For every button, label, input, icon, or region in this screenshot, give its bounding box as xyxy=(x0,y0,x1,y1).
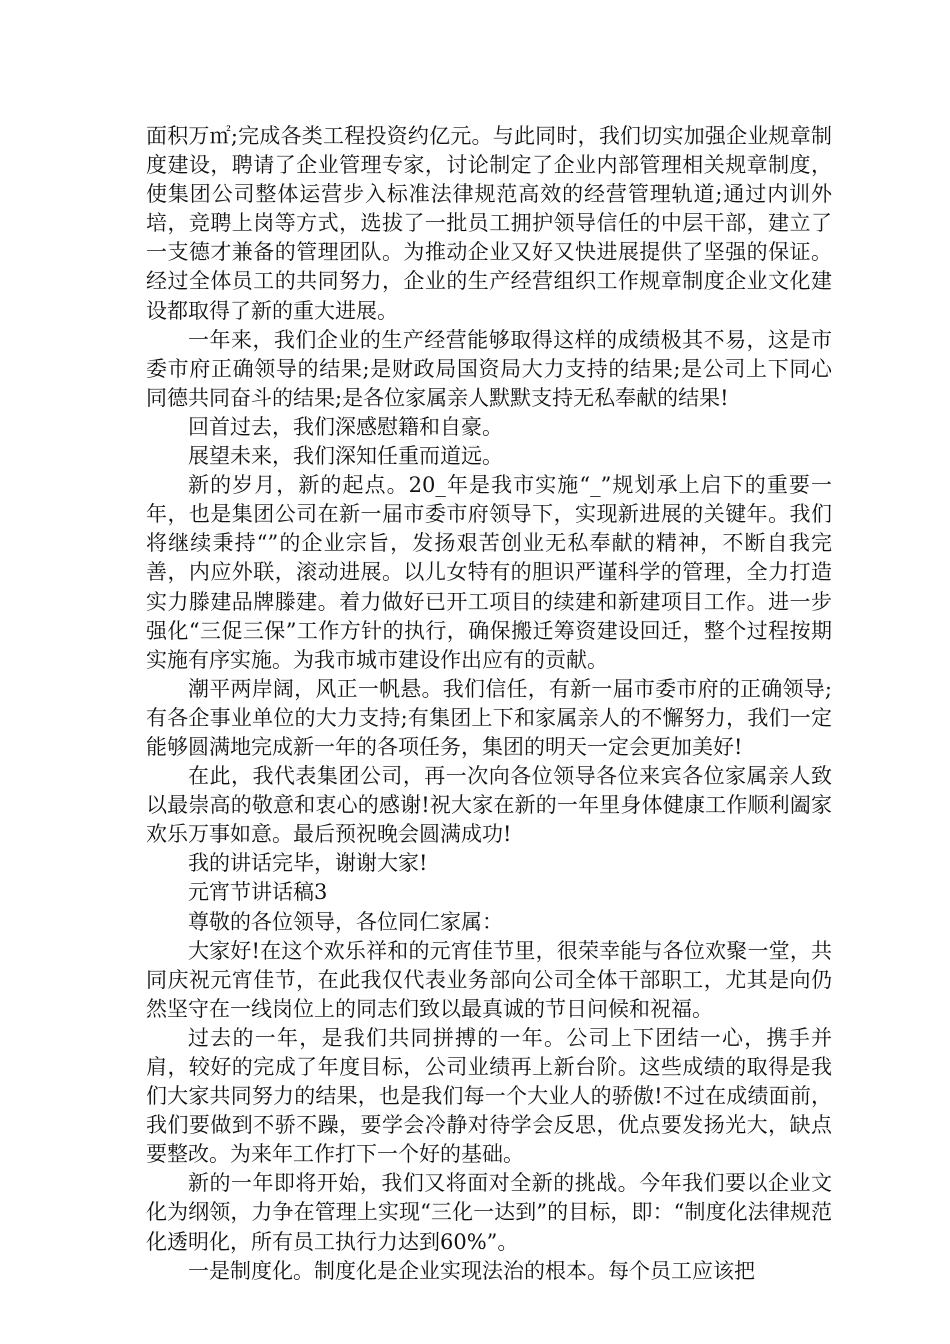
paragraph-13: 新的一年即将开始，我们又将面对全新的挑战。今年我们要以企业文化为纲领，力争在管理上实现“三化一达到”的目标，即：“制度化法律规范化透明化，所有员工执行力达到60%”。 xyxy=(146,1171,832,1254)
paragraph-3: 回首过去，我们深感慰籍和自豪。 xyxy=(188,414,503,439)
paragraph-1: 面积万㎡;完成各类工程投资约亿元。与此同时，我们切实加强企业规章制度建设，聘请了企业管理专家，讨论制定了企业内部管理相关规章制度，使集团公司整体运营步入标准法律规范高效的经营管理轨道;通过内训外培，竞聘上岗等方式，选拔了一批员工拥护领导信任的中层干部，建立了一支德才兼备的管理团队。为推动企业又好又快进展提供了坚强的保证。经过全体员工的共同努力，企业的生产经营组织工作规章制度企业文化建设都取得了新的重大进展。 xyxy=(146,124,832,323)
paragraph-7: 在此，我代表集团公司，再一次向各位领导各位来宾各位家属亲人致以最崇高的敬意和衷心的感谢!祝大家在新的一年里身体健康工作顺利阖家欢乐万事如意。最后预祝晚会圆满成功! xyxy=(146,764,832,847)
paragraph-5: 新的岁月，新的起点。20_年是我市实施“_”规划承上启下的重要一年，也是集团公司在新一届市委市府领导下，实现新进展的关键年。我们将继续秉持“”的企业宗旨，发扬艰苦创业无私奉献的精神，不断自我完善，内应外联，滚动进展。以儿女特有的胆识严谨科学的管理，全力打造实力滕建品牌滕建。着力做好已开工项目的续建和新建项目工作。进一步强化“三促三保”工作方针的执行，确保搬迁筹资建设回迁，整个过程按期实施有序实施。为我市城市建设作出应有的贡献。 xyxy=(146,473,832,672)
paragraph-12: 过去的一年，是我们共同拼搏的一年。公司上下团结一心，携手并肩，较好的完成了年度目标，公司业绩再上新台阶。这些成绩的取得是我们大家共同努力的结果，也是我们每一个大业人的骄傲!不过在成绩面前，我们要做到不骄不躁，要学会冷静对待学会反思，优点要发扬光大，缺点要整改。为来年工作打下一个好的基础。 xyxy=(146,1025,832,1167)
salutation: 尊敬的各位领导，各位同仁家属： xyxy=(188,909,503,934)
paragraph-14: 一是制度化。制度化是企业实现法治的根本。每个员工应该把 xyxy=(188,1258,755,1283)
paragraph-4: 展望未来，我们深知任重而道远。 xyxy=(188,444,503,469)
paragraph-11: 大家好!在这个欢乐祥和的元宵佳节里，很荣幸能与各位欢聚一堂，共同庆祝元宵佳节，在此我仅代表业务部向公司全体干部职工，尤其是向仍然坚守在一线岗位上的同志们致以最真诚的节日问候和祝福。 xyxy=(146,938,832,1021)
section-heading: 元宵节讲话稿3 xyxy=(188,880,328,905)
paragraph-8: 我的讲话完毕，谢谢大家! xyxy=(188,851,428,876)
document-body xyxy=(146,122,832,1286)
paragraph-6: 潮平两岸阔，风正一帆悬。我们信任，有新一届市委市府的正确领导;有各企事业单位的大力支持;有集团上下和家属亲人的不懈努力，我们一定能够圆满地完成新一年的各项任务，集团的明天一定会更加美好! xyxy=(146,676,832,759)
paragraph-2: 一年来，我们企业的生产经营能够取得这样的成绩极其不易，这是市委市府正确领导的结果;是财政局国资局大力支持的结果;是公司上下同心同德共同奋斗的结果;是各位家属亲人默默支持无私奉献的结果! xyxy=(146,327,832,410)
